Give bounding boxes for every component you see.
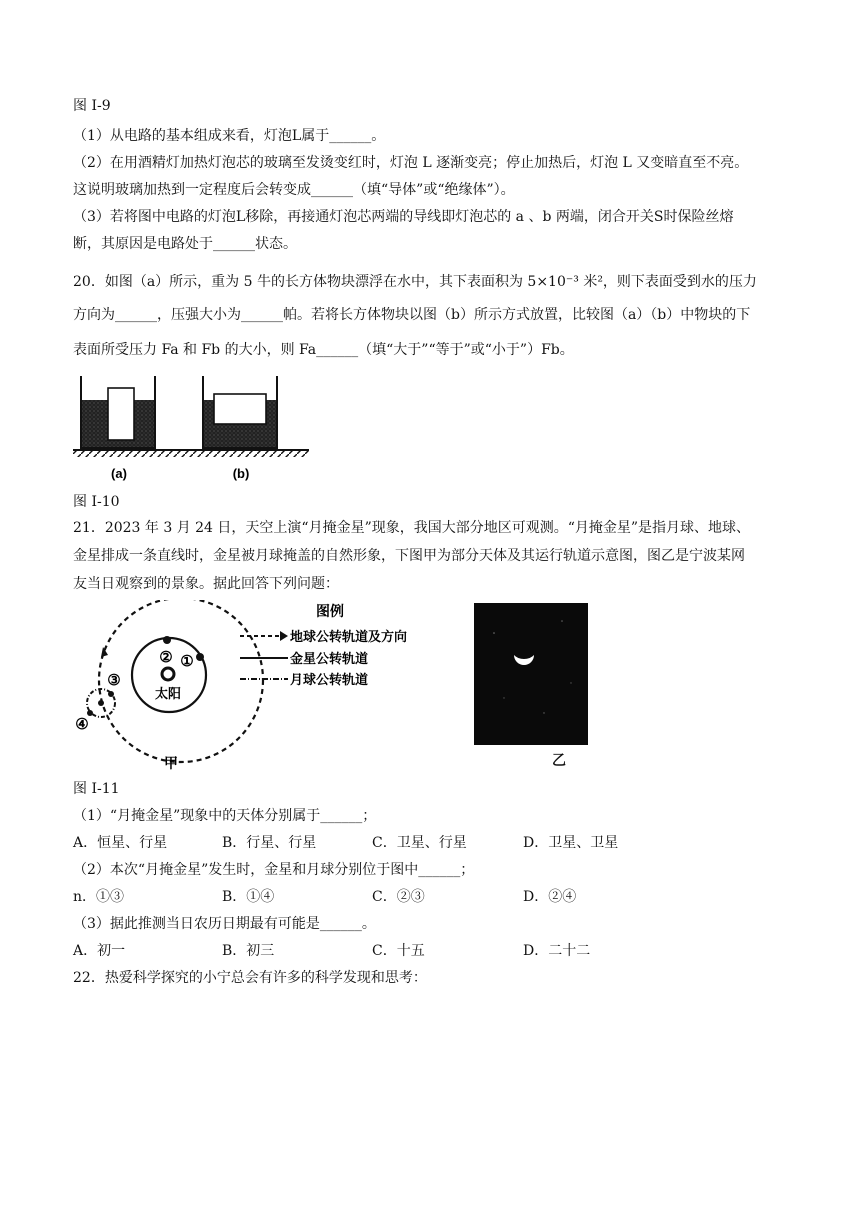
q21-line1: 21．2023 年 3 月 24 日，天空上演“月掩金星”现象，我国大部分地区可观测。“月掩金星”是指月球、地球、	[73, 520, 751, 536]
marker-4: ④	[75, 715, 89, 733]
legend-moon-orbit: 月球公转轨道	[290, 673, 369, 688]
figure-caption-i10: 图 I-10	[73, 494, 120, 510]
q21-sub1-option-d: D．卫星、卫星	[523, 835, 619, 851]
q19-part3-line2: 断，其原因是电路处于______状态。	[73, 236, 297, 252]
q21-sub2-stem: （2）本次“月掩金星”发生时，金星和月球分别位于图中______；	[73, 862, 475, 878]
night-sky-photo	[474, 603, 588, 745]
sun	[162, 668, 174, 680]
q21-sub3-stem: （3）据此推测当日农历日期最有可能是______。	[73, 916, 376, 932]
q21-sub1-option-b: B．行星、行星	[222, 835, 317, 851]
q21-sub2-option-c: C．②③	[372, 889, 425, 905]
figure-i10	[73, 374, 313, 486]
q21-line2: 金星排成一条直线时，金星被月球掩盖的自然形象，下图甲为部分天体及其运行轨道示意图，图乙是宁波某网	[73, 548, 745, 564]
marker-1: ①	[180, 652, 194, 670]
label-a: (a)	[111, 466, 127, 481]
q21-sub3-option-c: C．十五	[372, 943, 425, 959]
q21-sub2-option-d: D．②④	[523, 889, 577, 905]
q19-part1: （1）从电路的基本组成来看，灯泡L属于______。	[73, 128, 386, 144]
container-b	[203, 376, 277, 448]
q20-line2: 方向为______，压强大小为______帕。若将长方体物块以图（b）所示方式放置，比较图（a）（b）中物块的下	[73, 307, 751, 323]
figure-caption-i11: 图 I-11	[73, 781, 120, 797]
marker-3: ③	[107, 671, 121, 689]
figure-label-yi: 乙	[552, 753, 566, 769]
q19-part2-line1: （2）在用酒精灯加热灯泡芯的玻璃至发烫变红时，灯泡 L 逐渐变亮；停止加热后，灯泡 L 又变暗直至不亮。	[73, 155, 749, 171]
legend	[240, 603, 407, 688]
marker-2: ②	[159, 648, 173, 666]
q19-part2-line2: 这说明玻璃加热到一定程度后会转变成______（填“导体”或“绝缘体”）。	[73, 182, 515, 198]
legend-earth-orbit: 地球公转轨道及方向	[290, 630, 408, 645]
moon-pos-3	[108, 691, 114, 697]
q21-sub1-stem: （1）“月掩金星”现象中的天体分别属于______；	[73, 808, 377, 824]
q21-sub2-option-b: B．①④	[222, 889, 275, 905]
venus-pos-upper	[163, 636, 171, 644]
container-a	[81, 376, 155, 448]
block-b	[214, 394, 266, 424]
crescent-moon	[514, 655, 534, 665]
figure-caption-i9: 图 I-9	[73, 98, 111, 114]
q20-line3: 表面所受压力 Fa 和 Fb 的大小，则 Fa______（填“大于”“等于”或“小于”）Fb。	[73, 342, 574, 358]
label-b: (b)	[232, 466, 250, 481]
q21-sub3-option-d: D．二十二	[523, 943, 591, 959]
legend-title: 图例	[316, 604, 344, 620]
earth-orbit	[99, 600, 263, 762]
q21-sub3-option-b: B．初三	[222, 943, 275, 959]
q21-sub3-option-a: A．初一	[73, 943, 126, 959]
figure-label-jia: 甲	[164, 756, 178, 772]
q20-line1: 20．如图（a）所示，重为 5 牛的长方体物块漂浮在水中，其下表面积为 5×10⁻³ 米²，则下表面受到水的压力	[73, 274, 757, 290]
q22-stem: 22．热爱科学探究的小宁总会有许多的科学发现和思考：	[73, 970, 427, 986]
legend-venus-orbit: 金星公转轨道	[290, 652, 369, 667]
q21-sub1-option-a: A．恒星、行星	[73, 835, 168, 851]
q19-part3-line1: （3）若将图中电路的灯泡L移除，再接通灯泡芯两端的导线即灯泡芯的 a 、b 两端，闭合开关S时保险丝熔	[73, 209, 734, 225]
earth-dot	[98, 700, 104, 706]
venus-pos-right	[196, 653, 204, 661]
figure-i11-jia	[68, 600, 458, 772]
q21-sub2-option-a: n．①③	[73, 889, 125, 905]
sun-label: 太阳	[154, 687, 182, 702]
block-a	[108, 388, 134, 440]
q21-line3: 友当日观察到的景象。据此回答下列问题：	[73, 576, 339, 592]
q21-sub1-option-c: C．卫星、行星	[372, 835, 467, 851]
